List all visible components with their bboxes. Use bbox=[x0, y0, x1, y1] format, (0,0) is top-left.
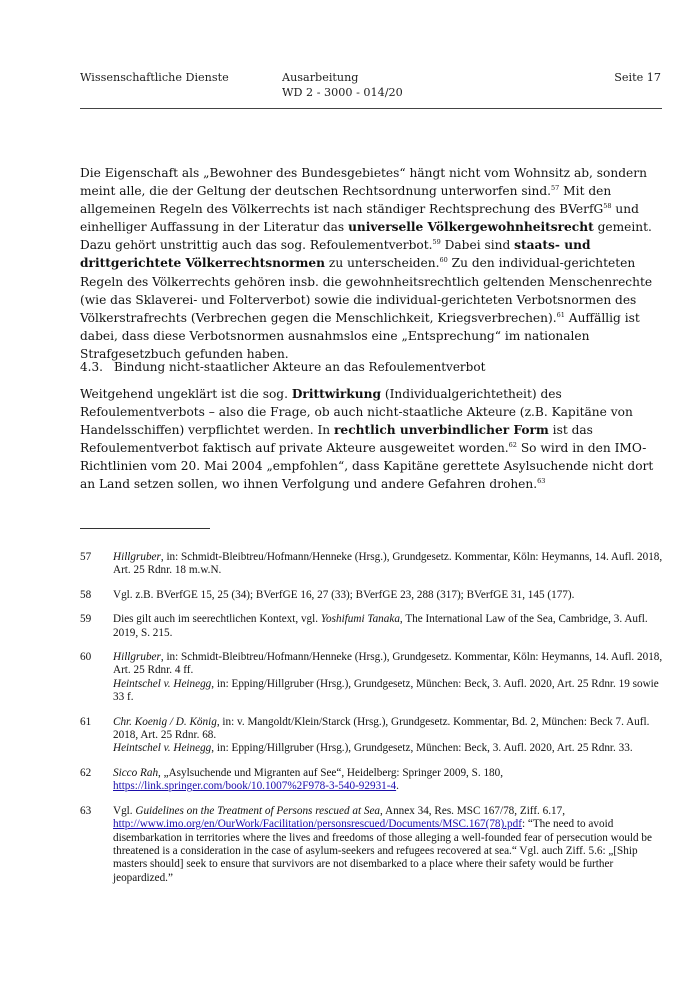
footnote-ref-62[interactable]: 62 bbox=[508, 441, 517, 450]
header-divider bbox=[80, 108, 662, 109]
footnote-author: Heintschel v. Heinegg bbox=[113, 677, 212, 690]
footnote-58 bbox=[80, 589, 665, 602]
footnote-author: Yoshifumi Tanaka bbox=[320, 613, 400, 626]
footnote-text: , in: Schmidt-Bleibtreu/Hofmann/Henneke (Hrsg.), Grundgesetz. Kommentar, Köln: Heymanns, 14. Aufl. 2018, Art. 25 Rdnr. 18 m.w.N. bbox=[113, 551, 663, 577]
bold-term: Drittwirkung bbox=[291, 387, 381, 401]
footnote-number: 63 bbox=[80, 804, 92, 817]
footnote-author: Hillgruber bbox=[113, 551, 161, 563]
footnote-line bbox=[113, 678, 665, 705]
footnote-61 bbox=[80, 716, 665, 756]
footnote-line bbox=[113, 716, 665, 743]
text-span: Dabei sind bbox=[440, 238, 515, 253]
footnote-text: Vgl. bbox=[113, 804, 136, 817]
text-span: Mit den allgemeinen Regeln des Völkerrechts ist nach ständiger Rechtsprechung des BVerfG bbox=[80, 184, 612, 217]
header-organization: Wissenschaftliche Dienste bbox=[80, 71, 229, 84]
text-span: gemeint. Dazu gehört unstrittig auch das sog. Refoulementverbot. bbox=[80, 220, 652, 253]
footnote-link[interactable]: https://link.springer.com/book/10.1007%2F978-3-540-92931-4 bbox=[113, 780, 397, 793]
footnote-ref-61[interactable]: 61 bbox=[556, 310, 565, 319]
bold-term: universelle Völkergewohnheitsrecht bbox=[348, 220, 594, 235]
footnote-number: 58 bbox=[80, 588, 92, 601]
footnote-line bbox=[113, 742, 665, 755]
footnote-ref-60[interactable]: 60 bbox=[439, 256, 448, 265]
footnote-59 bbox=[80, 613, 665, 640]
footnote-text: . bbox=[396, 780, 399, 793]
footnote-title: Guidelines on the Treatment of Persons rescued at Sea bbox=[135, 804, 381, 817]
header-doc-number: WD 2 - 3000 - 014/20 bbox=[282, 86, 403, 99]
footnote-ref-59[interactable]: 59 bbox=[432, 238, 441, 247]
footnote-ref-58[interactable]: 58 bbox=[603, 202, 612, 211]
footnotes bbox=[80, 551, 665, 896]
footnote-number: 62 bbox=[80, 766, 92, 779]
text-span: Auffällig ist dabei, dass diese Verbotsnormen ausnahmslos eine „Entsprechung“ im nationalen Strafgesetzbuch gefunden haben. bbox=[80, 310, 640, 361]
text-span: und einhelliger Auffassung in der Literatur das bbox=[80, 202, 639, 235]
section-number: 4.3. bbox=[80, 360, 103, 374]
bold-term: staats- und drittgerichtete Völkerrechtsnormen bbox=[80, 238, 591, 271]
bold-term: rechtlich unverbindlicher Form bbox=[334, 423, 549, 438]
footnote-author: Hillgruber bbox=[113, 651, 161, 664]
footnote-number: 57 bbox=[80, 551, 92, 563]
footnote-text: , in: Schmidt-Bleibtreu/Hofmann/Henneke (Hrsg.), Grundgesetz. Kommentar, Köln: Heymanns, 14. Aufl. 2018, Art. 25 Rdnr. 4 ff. bbox=[113, 651, 663, 677]
footnote-line bbox=[113, 651, 665, 678]
footnote-text: : “The need to avoid disembarkation in territories where the lives and freedoms of those alleging a well-founded fear of persecution would be threatened is a consideration in the case of asylum-seekers and refugees recovered at sea.“ Vgl. auch Ziff. 5.6: „[Ship masters should] seek to ensure that survivors are not disembarked to a place where their safety would be further jeopardized.” bbox=[113, 818, 652, 884]
footnote-number: 61 bbox=[80, 715, 92, 728]
footnote-63 bbox=[80, 805, 665, 885]
footnote-author: Chr. Koenig / D. König bbox=[113, 715, 217, 728]
footnote-divider bbox=[80, 528, 210, 529]
text-span: Weitgehend ungeklärt ist die sog. bbox=[80, 387, 292, 401]
footnote-62 bbox=[80, 767, 665, 794]
footnote-ref-63[interactable]: 63 bbox=[537, 477, 546, 486]
footnote-text: Dies gilt auch im seerechtlichen Kontext, vgl. bbox=[113, 613, 321, 626]
footnote-60 bbox=[80, 651, 665, 705]
footnote-author: Heintschel v. Heinegg bbox=[113, 742, 212, 755]
footnote-text: , in: v. Mangoldt/Klein/Starck (Hrsg.), Grundgesetz. Kommentar, Bd. 2, München: Beck 7. Aufl. 2018, Art. 25 Rdnr. 68. bbox=[113, 715, 650, 742]
text-span: Zu den individual-gerichteten Regeln des Völkerrechts gehören insb. die gewohnheitsrechtlich geltenden Menschenrechte (wie das Sklaverei- und Folterverbot) sowie die individual-gerichteten Verbotsnormen des Völkerstrafrechts (Verbrechen gegen die Menschlichkeit, Kriegsverbrechen). bbox=[80, 256, 653, 325]
paragraph-2 bbox=[80, 385, 665, 494]
text-span: zu unterscheiden. bbox=[325, 256, 440, 271]
header-doc-label: Ausarbeitung bbox=[282, 71, 359, 84]
footnote-57 bbox=[80, 551, 665, 578]
page-number: Seite 17 bbox=[614, 71, 661, 84]
footnote-text: , in: Epping/Hillgruber (Hrsg.), Grundgesetz, München: Beck, 3. Aufl. 2020, Art. 25 Rdnr. 33. bbox=[211, 742, 633, 755]
footnote-link[interactable]: http://www.imo.org/en/OurWork/Facilitation/personsrescued/Documents/MSC.167(78).pdf bbox=[113, 818, 522, 831]
footnote-text: , The International Law of the Sea, Cambridge, 3. Aufl. 2019, S. 215. bbox=[113, 613, 648, 639]
paragraph-1 bbox=[80, 164, 665, 363]
section-heading bbox=[80, 359, 485, 375]
footnote-number: 59 bbox=[80, 613, 92, 626]
text-span: So wird in den IMO-Richtlinien vom 20. Mai 2004 „empfohlen“, dass Kapitäne gerettete Asylsuchende nicht dort an Land setzen sollen, wo ihnen Verfolgung und andere Gefahren drohen. bbox=[80, 441, 654, 492]
section-title: Bindung nicht-staatlicher Akteure an das Refoulementverbot bbox=[114, 360, 486, 374]
footnote-text: , in: Epping/Hillgruber (Hrsg.), Grundgesetz, München: Beck, 3. Aufl. 2020, Art. 25 Rdnr. 19 sowie 33 f. bbox=[113, 677, 659, 704]
footnote-author: Sicco Rah bbox=[113, 766, 159, 779]
text-span: Die Eigenschaft als „Bewohner des Bundesgebietes“ hängt nicht vom Wohnsitz ab, sondern meint alle, die der Geltung der deutschen Rechtsordnung unterworfen sind. bbox=[80, 166, 647, 199]
footnote-ref-57[interactable]: 57 bbox=[551, 184, 560, 193]
header-document-type bbox=[282, 70, 403, 100]
footnote-text: Vgl. z.B. BVerfGE 15, 25 (34); BVerfGE 16, 27 (33); BVerfGE 23, 288 (317); BVerfGE 31, 145 (177). bbox=[113, 588, 575, 601]
text-span: (Individualgerichtetheit) des Refoulementverbots – also die Frage, ob auch nicht-staatliche Akteure (z.B. Kapitäne von Handelsschiffen) verpflichtet werden. In bbox=[80, 387, 633, 438]
footnote-text: , „Asylsuchende und Migranten auf See“, Heidelberg: Springer 2009, S. 180, bbox=[158, 766, 504, 779]
footnote-text: , Annex 34, Res. MSC 167/78, Ziff. 6.17, bbox=[380, 804, 566, 817]
footnote-number: 60 bbox=[80, 651, 92, 664]
text-span: ist das Refoulementverbot faktisch auf private Akteure ausgeweitet worden. bbox=[80, 423, 593, 456]
